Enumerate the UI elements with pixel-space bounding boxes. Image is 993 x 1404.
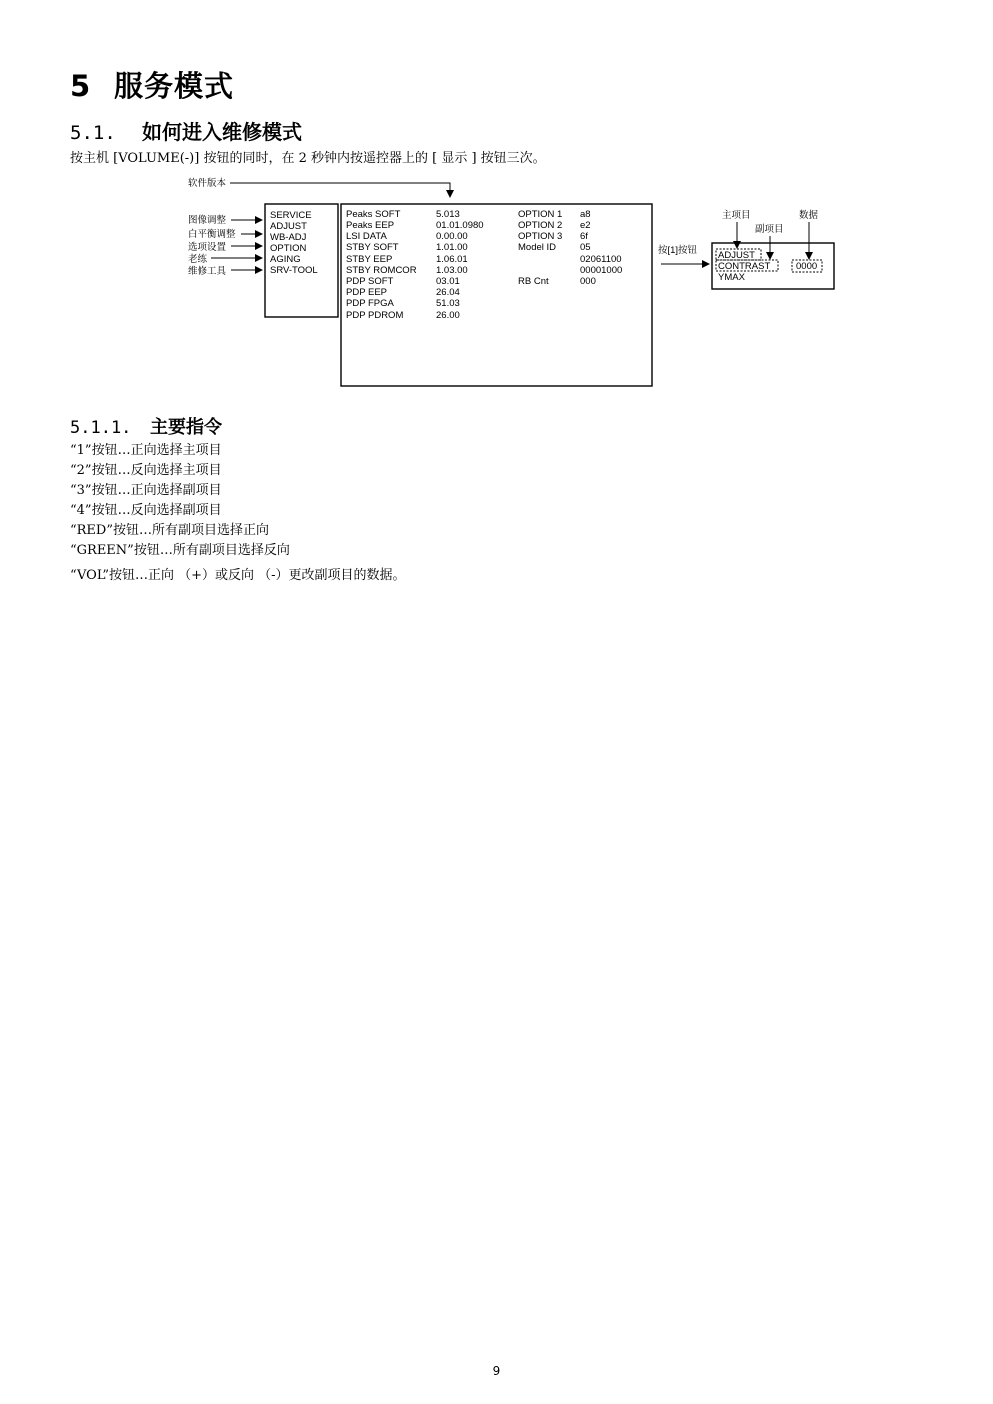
command-item: “GREEN”按钮…所有副项目选择反向 xyxy=(70,543,290,558)
option-key: OPTION 1 xyxy=(518,209,563,220)
info-value: 1.03.00 xyxy=(436,265,468,276)
data-value: 0000 xyxy=(796,261,818,272)
contrast-item: CONTRAST xyxy=(718,261,771,272)
command-item: “VOL”按钮…正向 （+）或反向 （-）更改副项目的数据。 xyxy=(70,568,406,583)
software-version-label: 软件版本 xyxy=(188,178,227,189)
subsubsection-heading xyxy=(70,413,222,439)
menu-item: SRV-TOOL xyxy=(270,265,318,276)
subsubsection-number: 5.1.1. xyxy=(70,418,132,438)
option-key: OPTION 2 xyxy=(518,220,563,231)
software-version-arrow xyxy=(230,183,450,197)
menu-items xyxy=(270,210,318,276)
menu-item: SERVICE xyxy=(270,210,312,221)
subsubsection-title: 主要指令 xyxy=(150,417,222,438)
command-item: “1”按钮…正向选择主项目 xyxy=(70,443,222,458)
info-value: 51.03 xyxy=(436,298,460,309)
info-rows xyxy=(346,209,484,321)
info-key: STBY EEP xyxy=(346,254,393,265)
option-value: 000 xyxy=(580,276,596,287)
subsection-number: 5.1. xyxy=(70,122,116,144)
section-title: 服务模式 xyxy=(114,69,235,103)
page-number: 9 xyxy=(492,1364,501,1378)
option-value: 05 xyxy=(580,242,591,253)
option-key: OPTION 3 xyxy=(518,231,563,242)
menu-item: ADJUST xyxy=(270,221,307,232)
data-label: 数据 xyxy=(799,210,819,221)
command-item: “4”按钮…反向选择副项目 xyxy=(70,503,222,518)
info-value: 0.00.00 xyxy=(436,231,468,242)
intro-paragraph: 按主机 [VOLUME(-)] 按钮的同时，在 2 秒钟内按遥控器上的 [ 显示 ] 按钮三次。 xyxy=(70,151,546,166)
left-label: 白平衡调整 xyxy=(188,229,236,240)
info-key: Peaks EEP xyxy=(346,220,395,231)
option-key: RB Cnt xyxy=(518,276,549,287)
option-value: e2 xyxy=(580,220,591,231)
info-key: LSI DATA xyxy=(346,231,387,242)
left-label: 选项设置 xyxy=(188,242,227,253)
info-value: 03.01 xyxy=(436,276,460,287)
info-value: 1.06.01 xyxy=(436,254,468,265)
command-item: “2”按钮…反向选择主项目 xyxy=(70,463,222,478)
left-labels xyxy=(188,214,236,277)
command-item: “3”按钮…正向选择副项目 xyxy=(70,483,222,498)
option-key: Model ID xyxy=(518,242,557,253)
info-key: STBY SOFT xyxy=(346,242,399,253)
option-value: 02061100 xyxy=(580,254,622,265)
main-item-label: 主项目 xyxy=(722,210,751,221)
info-key: PDP PDROM xyxy=(346,310,404,321)
menu-item: AGING xyxy=(270,254,301,265)
info-value: 1.01.00 xyxy=(436,242,468,253)
menu-item: OPTION xyxy=(270,243,307,254)
option-value: a8 xyxy=(580,209,591,220)
info-value: 26.04 xyxy=(436,287,460,298)
info-key: Peaks SOFT xyxy=(346,209,401,220)
command-item: “RED”按钮…所有副项目选择正向 xyxy=(70,523,269,538)
option-value: 00001000 xyxy=(580,265,623,276)
ymax-item: YMAX xyxy=(718,272,745,283)
option-rows xyxy=(518,209,622,287)
info-box xyxy=(341,204,652,386)
adjust-item: ADJUST xyxy=(718,250,755,261)
subsection-title: 如何进入维修模式 xyxy=(142,120,302,144)
menu-item: WB-ADJ xyxy=(270,232,307,243)
info-key: PDP EEP xyxy=(346,287,388,298)
option-value: 6f xyxy=(580,231,588,242)
info-key: STBY ROMCOR xyxy=(346,265,417,276)
info-value: 01.01.0980 xyxy=(436,220,484,231)
info-key: PDP FPGA xyxy=(346,298,394,309)
left-label: 维修工具 xyxy=(188,266,227,277)
press-button-label: 按[1]按钮 xyxy=(658,245,698,256)
left-label: 老练 xyxy=(188,254,208,265)
sub-item-label: 副项目 xyxy=(755,224,784,235)
info-key: PDP SOFT xyxy=(346,276,394,287)
info-value: 26.00 xyxy=(436,310,460,321)
section-number: 5 xyxy=(70,69,92,103)
service-mode-diagram xyxy=(0,0,993,400)
info-value: 5.013 xyxy=(436,209,460,220)
left-label: 图像调整 xyxy=(188,215,227,226)
